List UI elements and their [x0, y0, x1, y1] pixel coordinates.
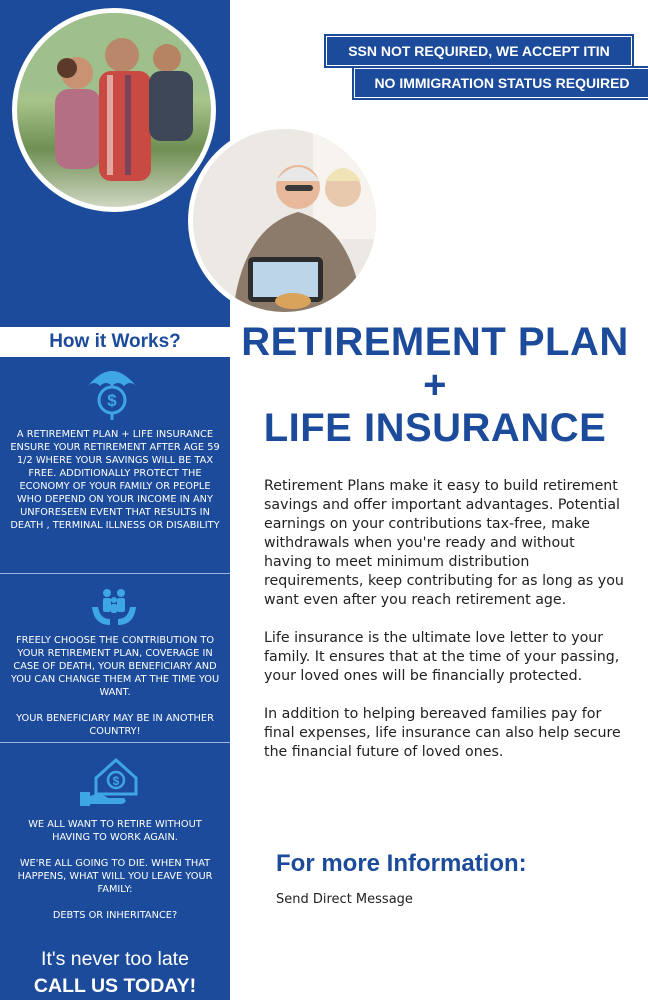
ssn-badge: SSN NOT REQUIRED, WE ACCEPT ITIN: [324, 34, 634, 68]
how-it-works-heading: How it Works?: [0, 327, 230, 357]
how-it-works-text-2: FREELY CHOOSE THE CONTRIBUTION TO YOUR RETIREMENT PLAN, COVERAGE IN CASE OF DEATH, YOUR BENEFICIARY AND YOU CAN CHANGE THEM AT THE TIME YOU WANT. YOUR BENEFICIARY MAY BE IN ANOTHER COUNTRY!: [10, 635, 220, 737]
divider: [0, 573, 230, 574]
divider: [0, 742, 230, 743]
more-info-heading: For more Information:: [276, 850, 527, 877]
senior-couple-photo: [188, 124, 381, 317]
cta-call-us[interactable]: CALL US TODAY!: [33, 975, 197, 997]
body-copy: [264, 477, 624, 781]
house-savings-icon: [78, 752, 142, 808]
title-retirement-plan: RETIREMENT PLAN: [241, 320, 629, 364]
umbrella-dollar-icon: [84, 362, 140, 422]
family-photo: [12, 8, 216, 212]
body-paragraph-retirement: Retirement Plans make it easy to build retirement savings and offer important advantages. Potential earnings on your contributions tax-free, make withdrawals when you're ready and without having to meet minimum distribution requirements, keep contributing for as long as you want even after you reach retirement age.: [264, 478, 624, 608]
how-it-works-text-1: A RETIREMENT PLAN + LIFE INSURANCE ENSURE YOUR RETIREMENT AFTER AGE 59 1/2 WHERE YOUR SAVINGS WILL BE TAX FREE. ADDITIONALLY PROTECT THE ECONOMY OF YOUR FAMILY OR PEOPLE WHO DEPEND ON YOUR INCOME IN ANY UNFORESEEN EVENT THAT RESULTS IN DEATH , TERMINAL ILLNESS OR DISABILITY: [10, 429, 220, 531]
svg-text:$: $: [107, 391, 117, 410]
svg-text:$: $: [112, 774, 120, 788]
cta-tagline: It's never too late: [41, 948, 189, 970]
family-hands-icon: [90, 585, 138, 629]
body-paragraph-life-insurance: Life insurance is the ultimate love letter to your family. It ensures that at the time of your passing, your loved ones will be financially protected.: [264, 630, 620, 684]
title-plus: +: [423, 363, 447, 407]
how-it-works-text-3: WE ALL WANT TO RETIRE WITHOUT HAVING TO WORK AGAIN. WE'RE ALL GOING TO DIE. WHEN THAT HAPPENS, WHAT WILL YOU LEAVE YOUR FAMILY: DEBTS OR INHERITANCE?: [17, 819, 213, 921]
send-message-link[interactable]: Send Direct Message: [276, 892, 413, 907]
immigration-badge: NO IMMIGRATION STATUS REQUIRED: [352, 66, 648, 100]
title-life-insurance: LIFE INSURANCE: [263, 406, 607, 450]
body-paragraph-bereaved: In addition to helping bereaved families pay for final expenses, life insurance can also help secure the financial future of loved ones.: [264, 706, 621, 760]
